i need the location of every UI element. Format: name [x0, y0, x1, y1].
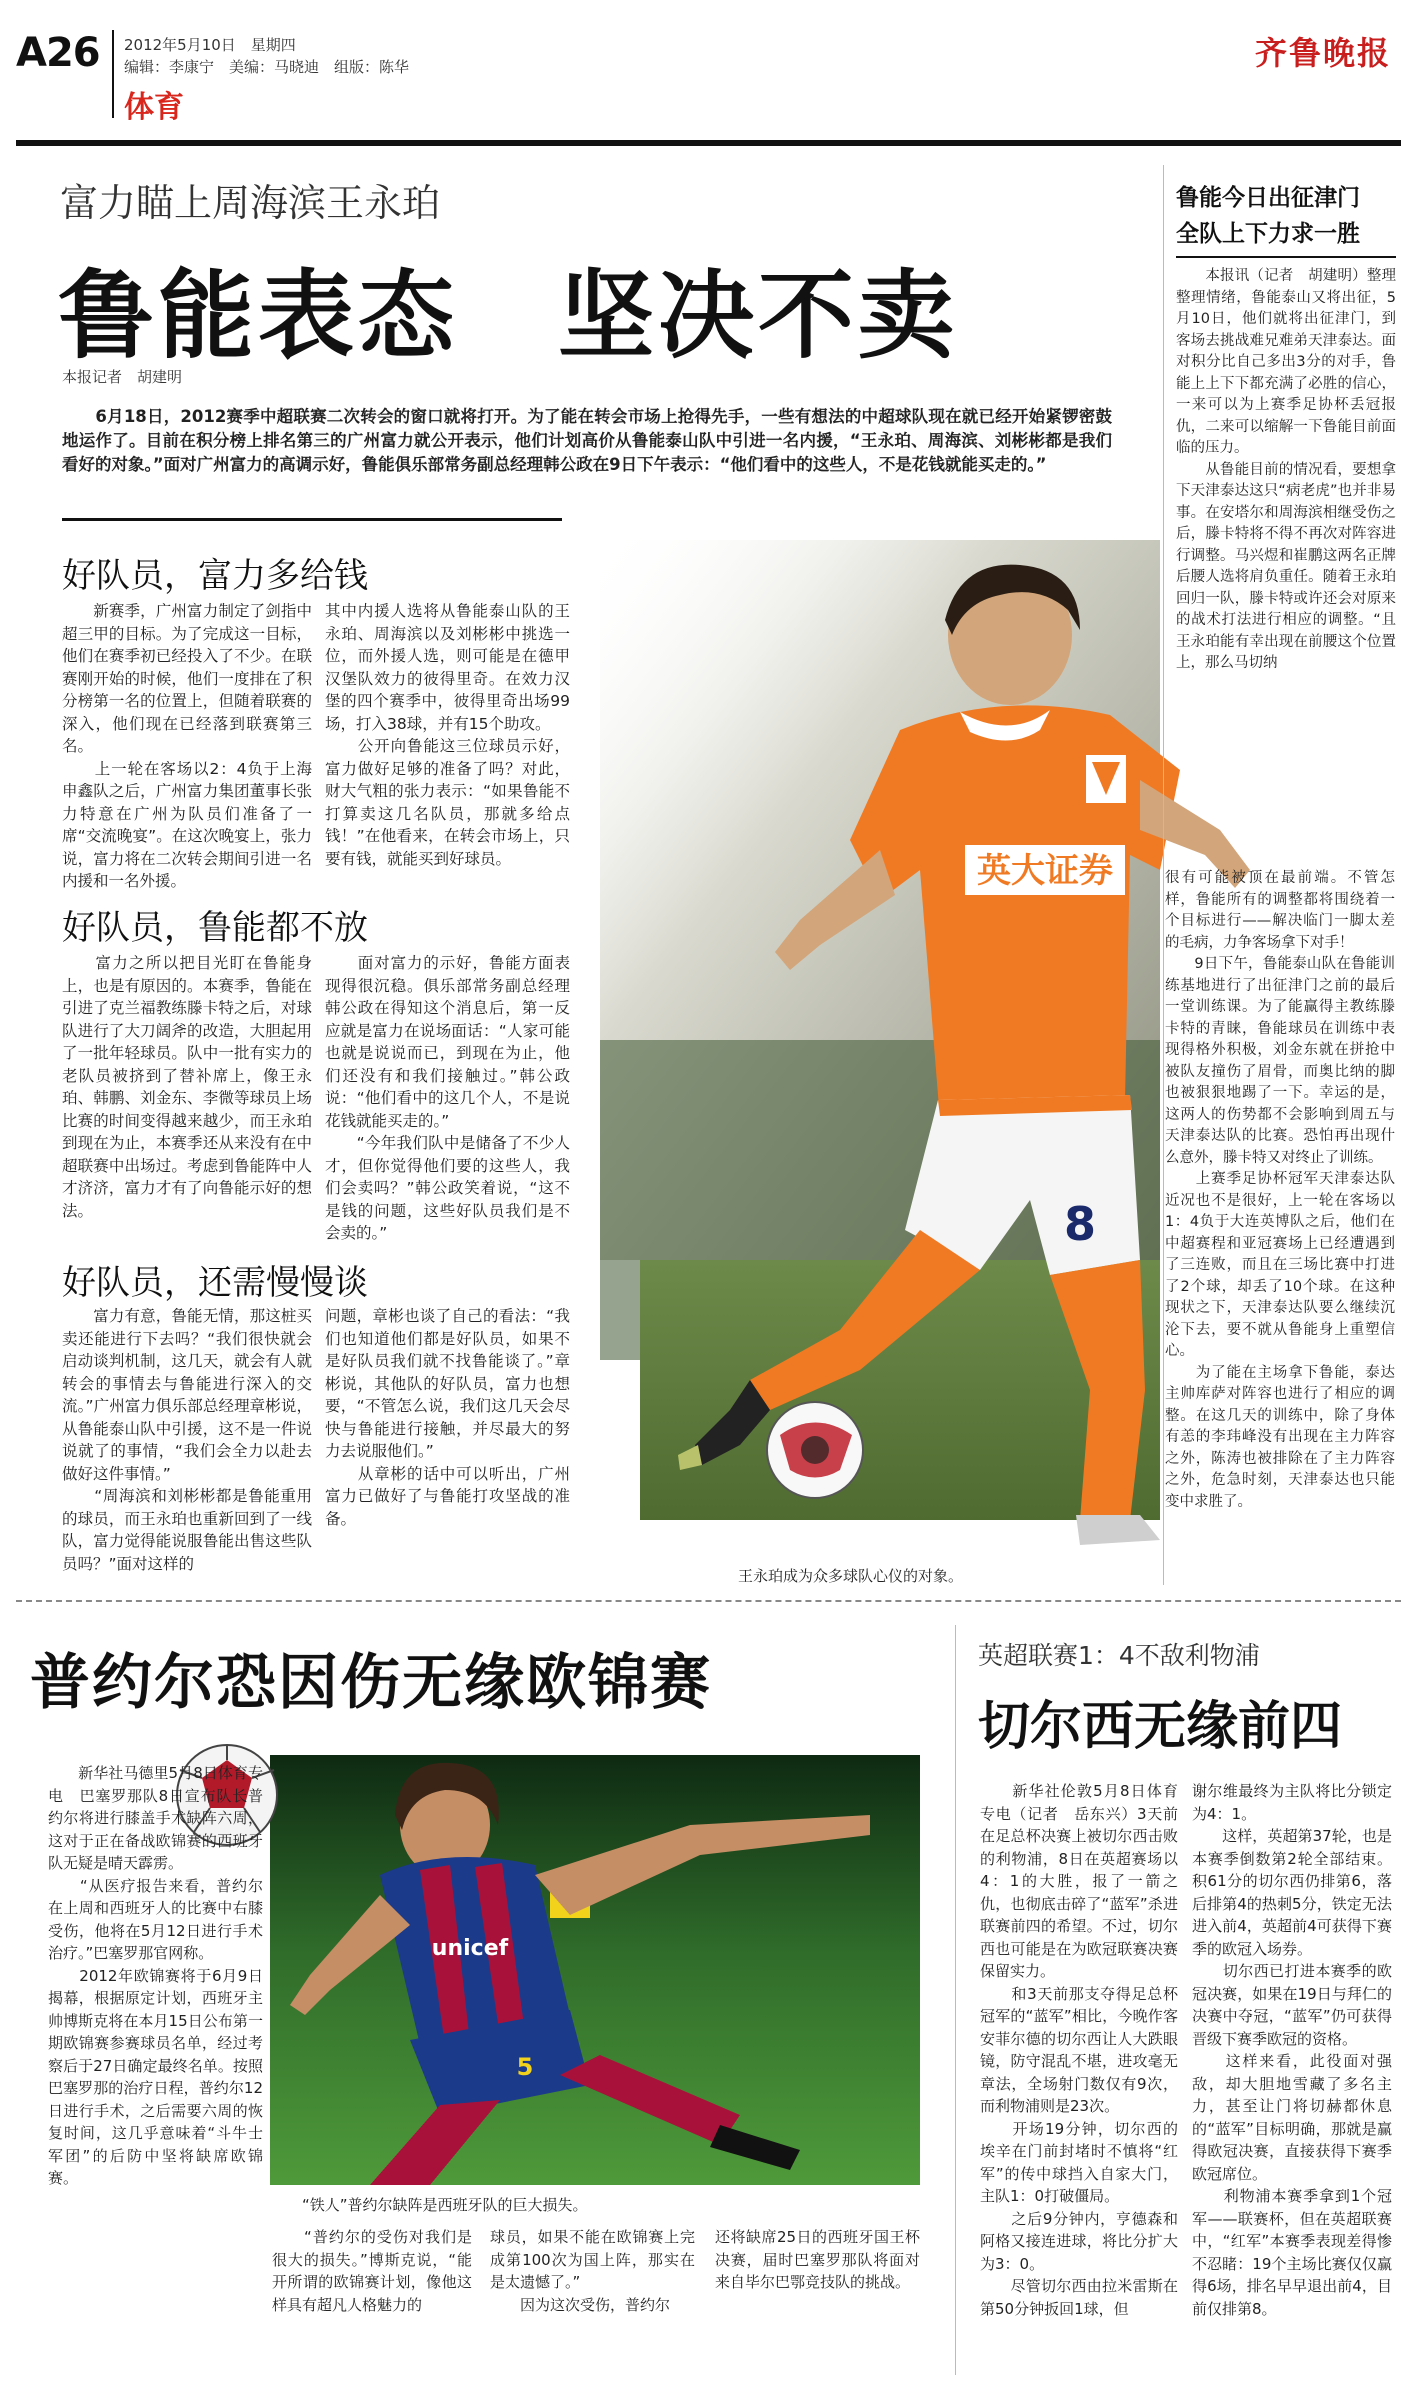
- section2-col1: 富力之所以把目光盯在鲁能身上，也是有原因的。本赛季，鲁能在引进了克兰福教练滕卡特之后，对球队进行了大刀阔斧的改造，大胆起用了一批年轻球员。队中一批有实力的老队员被挤到了替补席上，像王永珀、韩鹏、刘金东、李微等球员上场比赛的时间变得越来越少，而王永珀到现在为止，本赛季还从来没有在中超联赛中出场过。考虑到鲁能阵中人才济济，富力才有了向鲁能示好的想法。: [62, 954, 312, 1220]
- sidebar-title-2: 全队上下力求一胜: [1176, 221, 1360, 247]
- section3-col1: 富力有意，鲁能无情，那这桩买卖还能进行下去吗？“我们很快就会启动谈判机制，这几天，就会有人就转会的事情去与鲁能进行深入的交流。”广州富力俱乐部总经理章彬说，从鲁能泰山队中引援，这不是一件说说就了的事情，“我们会全力以赴去做好这件事情。” “周海滨和刘彬彬都是鲁能重用的球员，而王永珀也重新回到了一线队，富力觉得能说服鲁能出售这些队员吗？”面对这样的: [62, 1307, 312, 1573]
- header-divider: [112, 30, 114, 118]
- puyol-photo: [270, 1755, 920, 2185]
- section3-col2: 问题，章彬也谈了自己的看法：“我们也知道他们都是好队员，如果不是好队员我们就不找鲁能谈了。”章彬说，其他队的好队员，富力也想要，“不管怎么说，我们这几天会尽快与鲁能进行接触，并尽最大的努力去说服他们。” 从章彬的话中可以听出，广州富力已做好了与鲁能打攻坚战的准备。: [325, 1307, 570, 1528]
- wang-yongpo-photo: [440, 540, 1160, 1580]
- editor-credits: 编辑：李康宁 美编：马晓迪 组版：陈华: [124, 58, 410, 76]
- section-heading-2: 好队员，鲁能都不放: [62, 908, 368, 948]
- story1-lead: 6月18日，2012赛季中超联赛二次转会的窗口就将打开。为了能在转会市场上抢得先手，一些有想法的中超球队现在就已经开始紧锣密鼓地运作了。目前在积分榜上排名第三的广州富力就公开表示，他们计划高价从鲁能泰山队中引进一名内援，“王永珀、周海滨、刘彬彬都是我们看好的对象。”面对广州富力的高调示好，鲁能俱乐部常务副总经理韩公政在9日下午表示：“他们看中的这些人，不是花钱就能买走的。”: [62, 407, 1112, 474]
- header-rule: [16, 140, 1401, 146]
- section1-col2: 其中内援人选将从鲁能泰山队的王永珀、周海滨以及刘彬彬中挑选一位，而外援人选，则可能是在德甲汉堡队效力的彼得里奇。在效力汉堡的四个赛季中，彼得里奇出场99场，打入38球，并有15个助攻。 公开向鲁能这三位球员示好，富力做好足够的准备了吗？对此，财大气粗的张力表示：“如果鲁能不打算卖这几名队员，那就多给点钱！”在他看来，在转会市场上，只要有钱，就能买到好球员。: [325, 602, 570, 868]
- puyol-number: 5: [516, 2053, 534, 2081]
- sidebar-divider: [1163, 165, 1164, 1585]
- section2-col2: 面对富力的示好，鲁能方面表现得很沉稳。俱乐部常务副总经理韩公政在得知这个消息后，第一反应就是富力在说场面话：“人家可能也就是说说而已，到现在为止，他们还没有和我们接触过。”韩公政说：“他们看中的这几个人，不是说花钱就能买走的。” “今年我们队中是储备了不少人才，但你觉得他们要的这些人，我们会卖吗？”韩公政笑着说，“这不是钱的问题，这些好队员我们是不会卖的。”: [325, 954, 570, 1242]
- sidebar-text-top: 本报讯（记者 胡建明）整理整理情绪，鲁能泰山又将出征，5月10日，他们就将出征津门，到客场去挑战难兄难弟天津泰达。面对积分比自己多出3分的对手，鲁能上上下下都充满了必胜的信心，一来可以为上赛季足协杯丢冠报仇，二来可以缩解一下鲁能目前面临的压力。 从鲁能目前的情况看，要想拿下天津泰达这只“病老虎”也并非易事。在安塔尔和周海滨相继受伤之后，滕卡特将不得不再次对阵容进行调整。马兴煜和崔鹏这两名正牌后腰人选将肩负重任。随着王永珀回归一队，滕卡特或许还会对原来的战术打法进行相应的调整。“且王永珀能有幸出现在前腰这个位置上，那么马切纳: [1176, 268, 1396, 671]
- jersey-sponsor: 英大证券: [977, 851, 1113, 891]
- story3-title: 切尔西无缘前四: [978, 1697, 1343, 1757]
- section-name: 体育: [124, 90, 184, 125]
- story2-text-left: 新华社马德里5月8日体育专电 巴塞罗那队8日宣布队长普约尔将进行膝盖手术缺阵六周，这对于正在备战欧锦赛的西班牙队无疑是晴天霹雳。 “从医疗报告来看，普约尔在上周和西班牙人的比赛中右膝受伤，他将在5月12日进行手术治疗。”巴塞罗那官网称。 2012年欧锦赛将于6月9日揭幕，根据原定计划，西班牙主帅博斯克将在本月15日公布第一期欧锦赛参赛球员名单，经过考察后于27日确定最终名单。按照巴塞罗那的治疗日程，普约尔12日进行手术，之后需要六周的恢复时间，这几乎意味着“斗牛士军团”的后防中坚将缺席欧锦赛。: [48, 1764, 263, 2187]
- story1-byline: 本报记者 胡建明: [62, 368, 183, 386]
- lead-underline: [62, 518, 562, 521]
- sidebar-text-bottom: 很有可能被顶在最前端。不管怎样，鲁能所有的调整都将围绕着一个目标进行——解决临门一脚太差的毛病，力争客场拿下对手！ 9日下午，鲁能泰山队在鲁能训练基地进行了出征津门之前的最后一堂训练课。为了能赢得主教练滕卡特的青睐，鲁能球员在训练中表现得格外积极，刘金东就在拼抢中被队友撞伤了眉骨，而奥比纳的脚也被狠狠地踢了一下。幸运的是，这两人的伤势都不会影响到周五与天津泰达队的比赛。恐怕再出现什么意外，滕卡特又对终止了训练。 上赛季足协杯冠军天津泰达队近况也不是很好，上一轮在客场以1：4负于大连英博队之后，他们在中超赛程和亚冠赛场上已经遭遇到了三连败，而且在三场比赛中打进了2个球，却丢了10个球。在这种现状之下，天津泰达队要么继续沉沦下去，要不就从鲁能身上重塑信心。 为了能在主场拿下鲁能，泰达主帅库萨对阵容也进行了相应的调整。在这几天的训练中，除了身体有恙的李玮峰没有出现在主力阵容之外，陈涛也被排除在了主力阵容之外，危急时刻，天津泰达也只能变中求胜了。: [1165, 870, 1395, 1510]
- section1-col1: 新赛季，广州富力制定了剑指中超三甲的目标。为了完成这一目标，他们在赛季初已经投入了不少。在联赛刚开始的时候，他们一度排在了积分榜第一名的位置上，但随着联赛的深入，他们现在已经落到联赛第三名。 上一轮在客场以2：4负于上海申鑫队之后，广州富力集团董事长张力特意在广州为队员们准备了一席“交流晚宴”。在这次晚宴上，张力说，富力将在二次转会期间引进一名内援和一名外援。: [62, 602, 312, 890]
- story-divider: [16, 1600, 1401, 1602]
- story1-subtitle: 富力瞄上周海滨王永珀: [60, 181, 441, 225]
- story3-subtitle: 英超联赛1：4不敌利物浦: [978, 1641, 1260, 1670]
- section-heading-3: 好队员，还需慢慢谈: [62, 1263, 368, 1303]
- story2-text-b2: 球员，如果不能在欧锦赛上完成第100次为国上阵，那实在是太遗憾了。” 因为这次受伤，普约尔: [490, 2228, 695, 2314]
- sidebar-title-rule: [1176, 256, 1396, 258]
- story3-col2: 谢尔维最终为主队将比分锁定为4：1。 这样，英超第37轮，也是本赛季倒数第2轮全部结束。积61分的切尔西仍排第6，落后排第4的热刺5分，铁定无法进入前4，英超前4可获得下赛季的欧冠入场券。 切尔西已打进本赛季的欧冠决赛，如果在19日与拜仁的决赛中夺冠，“蓝军”仍可获得晋级下赛季欧冠的资格。 这样来看，此役面对强敌，却大胆地雪藏了多名主力，甚至让门将切赫都休息的“蓝军”目标明确，那就是赢得欧冠决赛，直接获得下赛季欧冠席位。 利物浦本赛季拿到1个冠军——联赛杯，但在英超联赛中，“红军”本赛季表现差得惨不忍睹：19个主场比赛仅仅赢得6场，排名早早退出前4，目前仅排第8。: [1192, 1782, 1392, 2318]
- sidebar-title-1: 鲁能今日出征津门: [1176, 185, 1360, 211]
- story3-divider: [955, 1625, 956, 2375]
- page-number: A26: [16, 30, 100, 76]
- puyol-sponsor: unicef: [431, 1936, 509, 1961]
- story2-title: 普约尔恐因伤无缘欧锦赛: [30, 1648, 712, 1718]
- story2-text-b3: 还将缺席25日的西班牙国王杯决赛，届时巴塞罗那队将面对来自毕尔巴鄂竞技队的挑战。: [715, 2228, 920, 2291]
- story3-col1: 新华社伦敦5月8日体育专电（记者 岳东兴）3天前在足总杯决赛上被切尔西击败的利物浦，8日在英超赛场以4：1的大胜，报了一箭之仇，也彻底击碎了“蓝军”杀进联赛前四的希望。不过，切尔西也可能是在为欧冠联赛决赛保留实力。 和3天前那支夺得足总杯冠军的“蓝军”相比，今晚作客安菲尔德的切尔西让人大跌眼镜，防守混乱不堪，进攻毫无章法，全场射门数仅有9次，而利物浦则是23次。 开场19分钟，切尔西的埃辛在门前封堵时不慎将“红军”的传中球挡入自家大门，主队1：0打破僵局。 之后9分钟内，亨德森和阿格又接连进球，将比分扩大为3：0。 尽管切尔西由拉米雷斯在第50分钟扳回1球，但: [980, 1782, 1178, 2318]
- wang-photo-caption: 王永珀成为众多球队心仪的对象。: [738, 1567, 964, 1585]
- puyol-photo-caption: “铁人”普约尔缺阵是西班牙队的巨大损失。: [302, 2196, 588, 2214]
- section-heading-1: 好队员，富力多给钱: [62, 556, 368, 596]
- story1-title: 鲁能表态 坚决不卖: [58, 260, 958, 372]
- story2-text-b1: “普约尔的受伤对我们是很大的损失。”博斯克说，“能开所谓的欧锦赛计划，像他这样具有超凡人格魅力的: [272, 2228, 472, 2314]
- newspaper-logo: 齐鲁晚报: [1254, 34, 1391, 72]
- issue-date: 2012年5月10日 星期四: [124, 36, 296, 54]
- header-meta: [124, 34, 409, 78]
- shorts-number: 8: [1063, 1197, 1097, 1251]
